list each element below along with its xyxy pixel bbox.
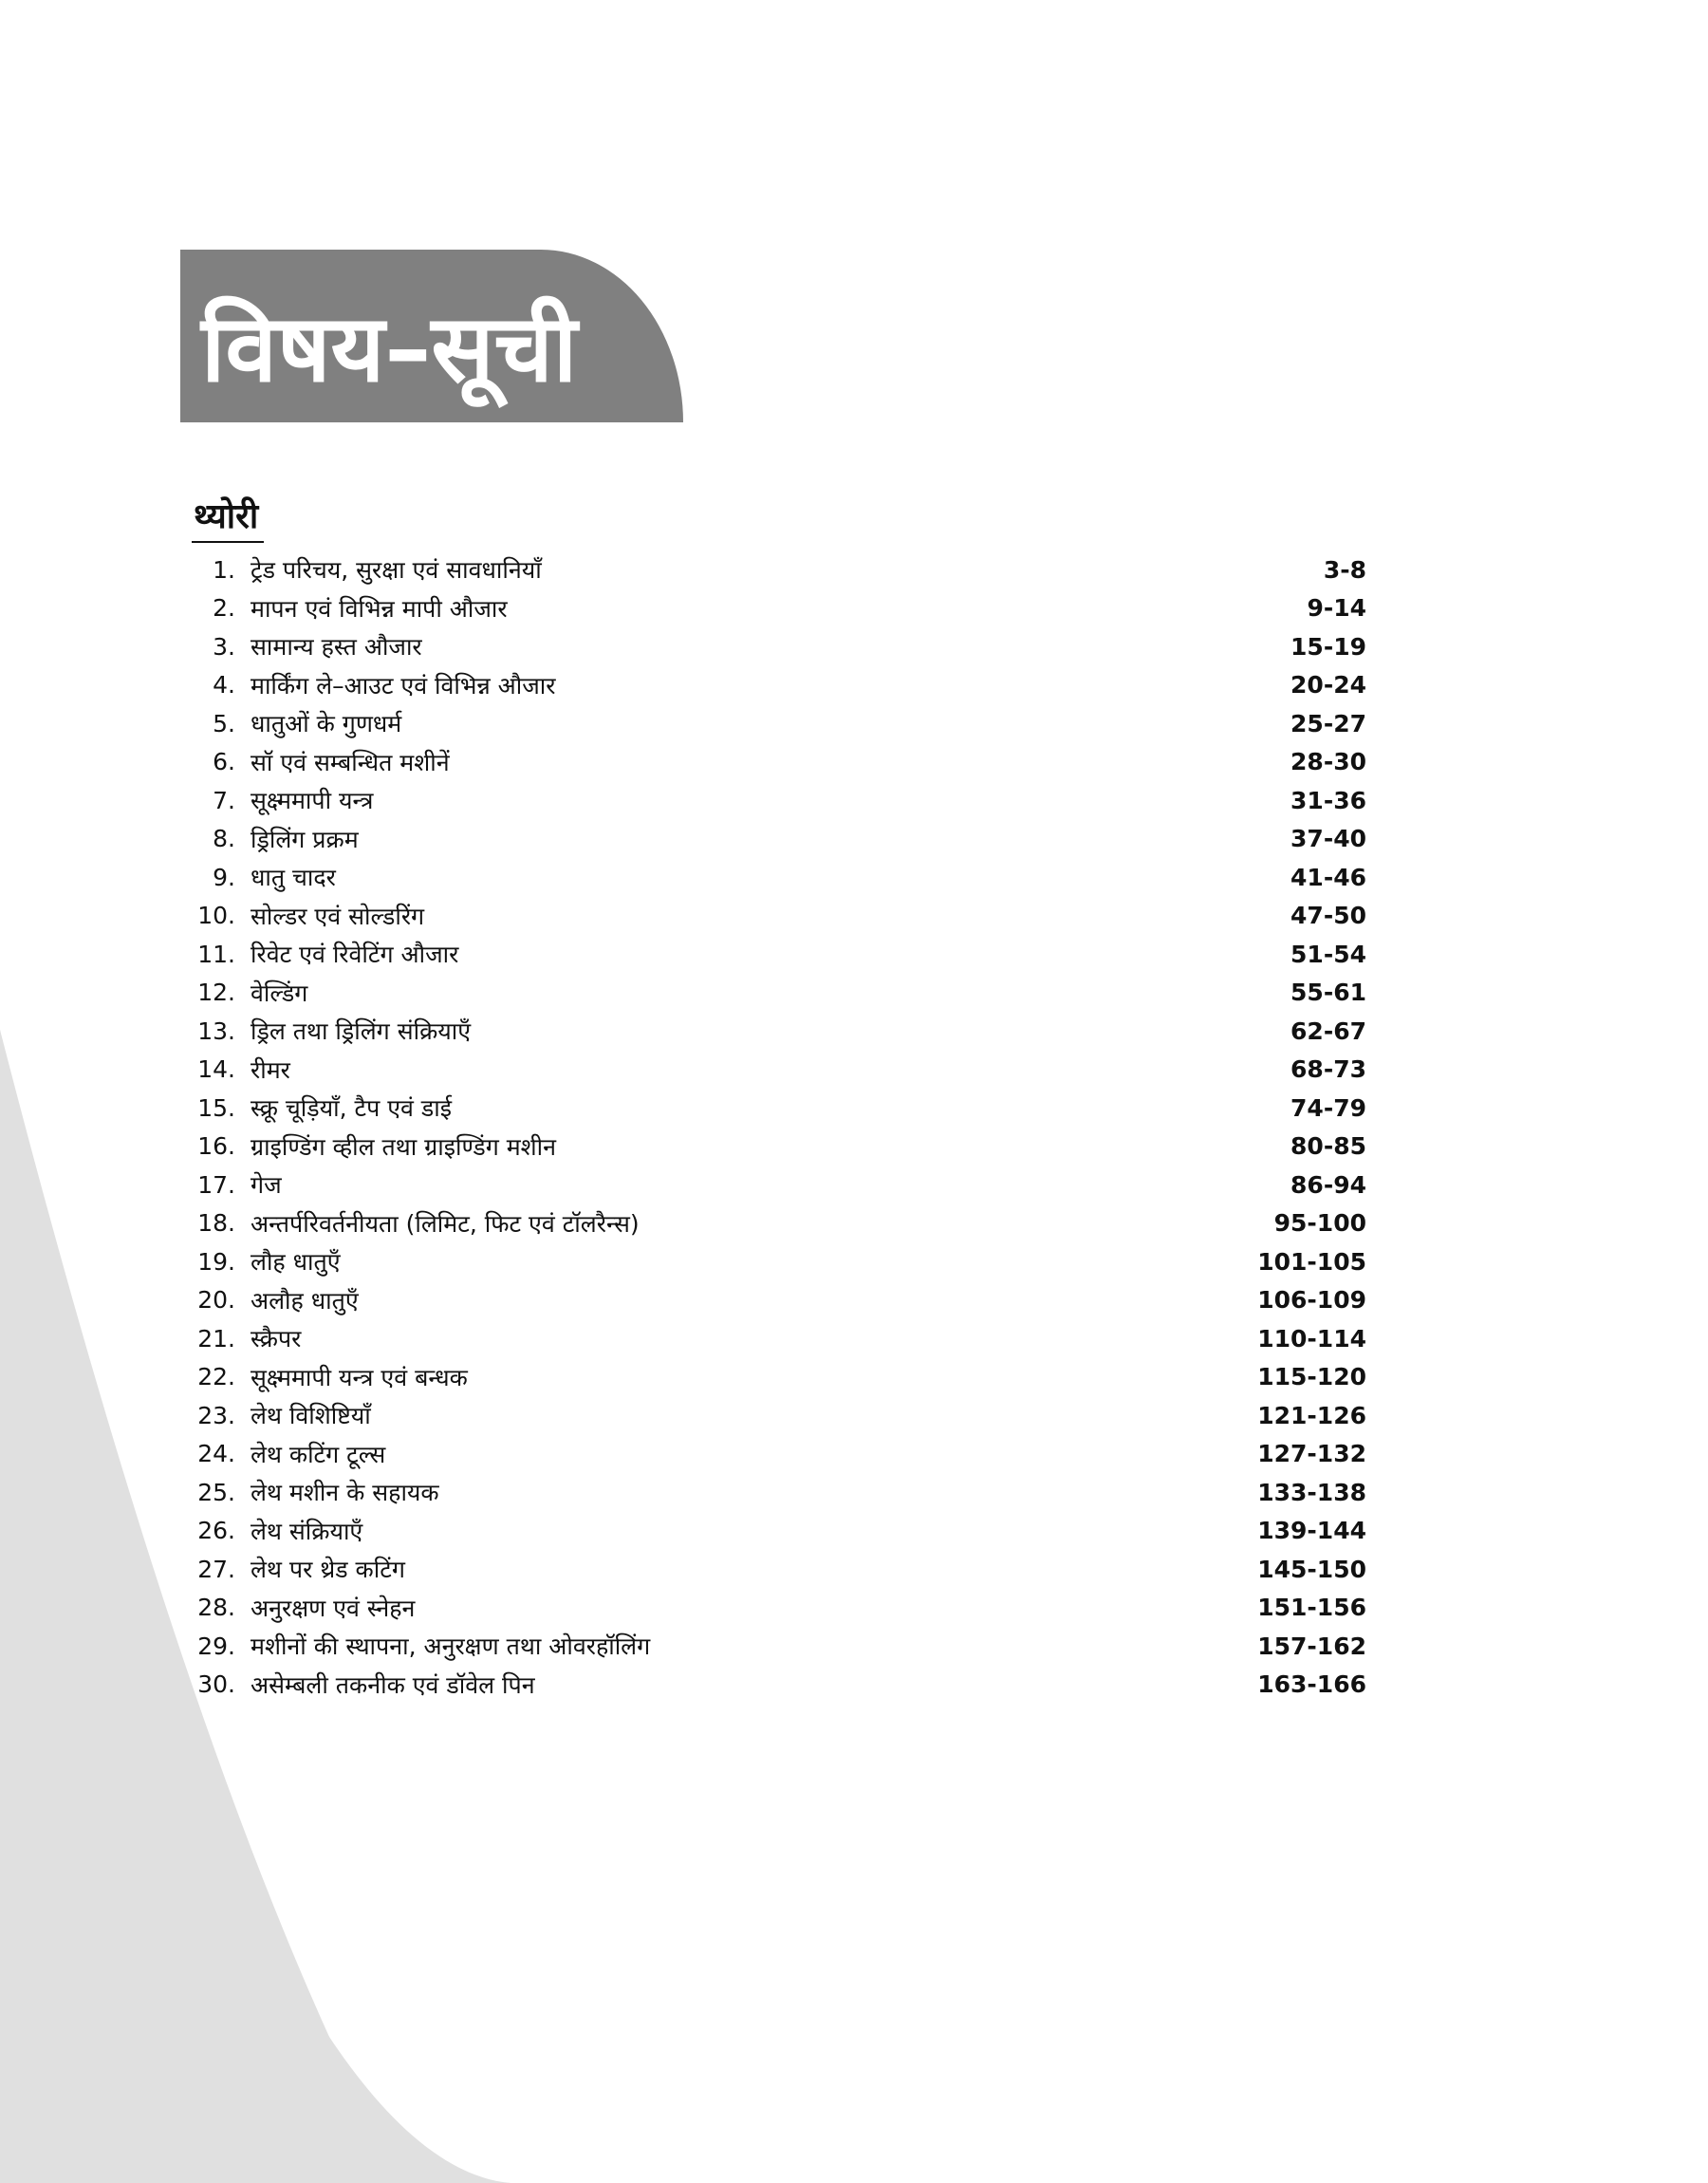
toc-entry [190, 974, 1366, 1013]
toc-entry [190, 1512, 1366, 1551]
toc-entry-pages: 95-100 [1273, 1209, 1366, 1238]
toc-entry-number: 12. [197, 979, 235, 1007]
toc-entry-title: सामान्य हस्त औजार [251, 633, 422, 662]
toc-entry-pages: 80-85 [1290, 1132, 1366, 1161]
toc-entry-number: 3. [213, 632, 235, 661]
toc-entry-number: 26. [197, 1517, 235, 1545]
toc-entry-pages: 28-30 [1290, 748, 1366, 776]
toc-entry [190, 897, 1366, 936]
toc-entry-title: वेल्डिंग [251, 979, 308, 1007]
toc-entry [190, 1089, 1366, 1128]
toc-entry-pages: 31-36 [1290, 786, 1366, 814]
toc-entry-pages: 9-14 [1307, 594, 1366, 623]
toc-entry-pages: 86-94 [1290, 1170, 1366, 1199]
toc-entry [190, 1204, 1366, 1243]
toc-entry-number: 6. [213, 748, 235, 776]
toc-entry-title: धातु चादर [251, 864, 336, 892]
toc-entry-pages: 74-79 [1290, 1093, 1366, 1122]
toc-entry [190, 1435, 1366, 1474]
toc-entry [190, 1051, 1366, 1090]
toc-entry-pages: 145-150 [1257, 1555, 1366, 1583]
toc-entry-number: 4. [213, 671, 235, 700]
toc-entry-pages: 101-105 [1257, 1247, 1366, 1276]
toc-entry-title: मापन एवं विभिन्न मापी औजार [251, 594, 508, 623]
toc-entry-title: अन्तर्परिवर्तनीयता (लिमिट, फिट एवं टॉलरैन्स) [251, 1209, 640, 1238]
toc-entry-pages: 157-162 [1257, 1632, 1366, 1660]
toc-entry [190, 1358, 1366, 1397]
toc-entry-pages: 41-46 [1290, 863, 1366, 891]
toc-entry-pages: 62-67 [1290, 1017, 1366, 1045]
toc-entry-pages: 68-73 [1290, 1055, 1366, 1084]
toc-entry-number: 30. [197, 1670, 235, 1699]
toc-entry-title: सॉ एवं सम्बन्धित मशीनें [251, 748, 450, 776]
toc-entry-number: 8. [213, 825, 235, 853]
toc-entry-number: 11. [197, 940, 235, 968]
toc-entry-title: सूक्ष्ममापी यन्त्र [251, 787, 374, 815]
toc-entry [190, 704, 1366, 743]
toc-entry [190, 743, 1366, 782]
toc-entry-title: ग्राइण्डिंग व्हील तथा ग्राइण्डिंग मशीन [251, 1132, 557, 1161]
toc-entry-title: सोल्डर एवं सोल्डरिंग [251, 902, 425, 930]
toc-entry [190, 1242, 1366, 1281]
toc-entry [190, 1550, 1366, 1589]
toc-entry-number: 10. [197, 902, 235, 930]
toc-entry-number: 19. [197, 1247, 235, 1276]
toc-entry [190, 1128, 1366, 1166]
toc-entry-number: 7. [213, 786, 235, 814]
toc-entry-number: 16. [197, 1132, 235, 1161]
toc-entry-number: 2. [213, 594, 235, 623]
toc-entry-title: ट्रेड परिचय, सुरक्षा एवं सावधानियाँ [251, 556, 542, 585]
toc-entry [190, 781, 1366, 820]
toc-entry-pages: 47-50 [1290, 902, 1366, 930]
toc-entry [190, 1666, 1366, 1705]
toc-entry-number: 20. [197, 1286, 235, 1315]
toc-entry-pages: 106-109 [1257, 1286, 1366, 1315]
toc-entry [190, 1319, 1366, 1358]
toc-entry-title: सूक्ष्ममापी यन्त्र एवं बन्धक [251, 1363, 468, 1391]
toc-entry-title: मशीनों की स्थापना, अनुरक्षण तथा ओवरहॉलिंग [251, 1633, 651, 1661]
toc-entry-number: 18. [197, 1209, 235, 1238]
toc-entry-pages: 139-144 [1257, 1517, 1366, 1545]
toc-entry-pages: 115-120 [1257, 1363, 1366, 1391]
toc-entry [190, 1166, 1366, 1204]
toc-entry [190, 820, 1366, 859]
toc-entry [190, 935, 1366, 974]
toc-entry-title: लेथ संक्रियाएँ [251, 1517, 363, 1545]
toc-entry-number: 5. [213, 709, 235, 737]
toc-entry-title: अलौह धातुएँ [251, 1286, 359, 1315]
toc-entry-number: 27. [197, 1555, 235, 1583]
toc-entry [190, 1473, 1366, 1512]
toc-entry [190, 666, 1366, 705]
toc-entry-number: 24. [197, 1440, 235, 1468]
toc-list [190, 550, 1366, 1704]
toc-entry-pages: 133-138 [1257, 1478, 1366, 1506]
toc-entry-number: 15. [197, 1093, 235, 1122]
toc-entry-number: 29. [197, 1632, 235, 1660]
toc-entry-title: मार्किंग ले–आउट एवं विभिन्न औजार [251, 671, 556, 700]
toc-entry-pages: 55-61 [1290, 979, 1366, 1007]
toc-entry [190, 1396, 1366, 1435]
section-heading: थ्योरी [192, 495, 264, 543]
toc-entry-number: 9. [213, 863, 235, 891]
toc-entry-title: धातुओं के गुणधर्म [251, 710, 402, 738]
toc-entry [190, 627, 1366, 666]
toc-entry [190, 858, 1366, 897]
toc-entry-title: रीमर [251, 1055, 290, 1084]
toc-entry-number: 28. [197, 1594, 235, 1622]
toc-entry [190, 550, 1366, 589]
toc-entry-title: लेथ पर थ्रेड कटिंग [251, 1556, 405, 1584]
toc-entry [190, 1012, 1366, 1051]
toc-entry-title: स्क्रैपर [251, 1325, 302, 1353]
toc-entry-title: लेथ विशिष्टियाँ [251, 1402, 371, 1430]
toc-entry-number: 23. [197, 1401, 235, 1429]
toc-entry-pages: 151-156 [1257, 1594, 1366, 1622]
toc-entry-pages: 121-126 [1257, 1401, 1366, 1429]
toc-entry-number: 22. [197, 1363, 235, 1391]
toc-entry-number: 25. [197, 1478, 235, 1506]
toc-entry-number: 1. [213, 555, 235, 584]
toc-entry-title: लेथ मशीन के सहायक [251, 1479, 439, 1507]
toc-entry-pages: 37-40 [1290, 825, 1366, 853]
toc-entry-pages: 127-132 [1257, 1440, 1366, 1468]
toc-entry-title: रिवेट एवं रिवेटिंग औजार [251, 941, 459, 969]
toc-entry-title: स्क्रू चूड़ियाँ, टैप एवं डाई [251, 1094, 453, 1123]
toc-entry-pages: 25-27 [1290, 709, 1366, 737]
toc-entry-pages: 3-8 [1323, 555, 1366, 584]
toc-entry-pages: 15-19 [1290, 632, 1366, 661]
toc-entry [190, 1281, 1366, 1320]
toc-entry-number: 21. [197, 1324, 235, 1353]
toc-entry-pages: 20-24 [1290, 671, 1366, 700]
toc-entry-title: लौह धातुएँ [251, 1248, 341, 1277]
toc-entry [190, 1589, 1366, 1628]
toc-entry-pages: 51-54 [1290, 940, 1366, 968]
page-title: विषय–सूची [201, 295, 578, 403]
toc-entry-pages: 110-114 [1257, 1324, 1366, 1353]
toc-entry-pages: 163-166 [1257, 1670, 1366, 1699]
toc-entry-title: ड्रिलिंग प्रक्रम [251, 825, 359, 853]
toc-entry [190, 589, 1366, 628]
toc-entry-number: 17. [197, 1170, 235, 1199]
toc-entry-number: 13. [197, 1017, 235, 1045]
toc-entry [190, 1627, 1366, 1666]
toc-entry-title: लेथ कटिंग टूल्स [251, 1440, 386, 1468]
toc-entry-title: अनुरक्षण एवं स्नेहन [251, 1594, 416, 1622]
toc-entry-title: ड्रिल तथा ड्रिलिंग संक्रियाएँ [251, 1017, 472, 1046]
toc-entry-title: असेम्बली तकनीक एवं डॉवेल पिन [251, 1670, 535, 1699]
toc-entry-number: 14. [197, 1055, 235, 1084]
toc-entry-title: गेज [251, 1171, 282, 1200]
